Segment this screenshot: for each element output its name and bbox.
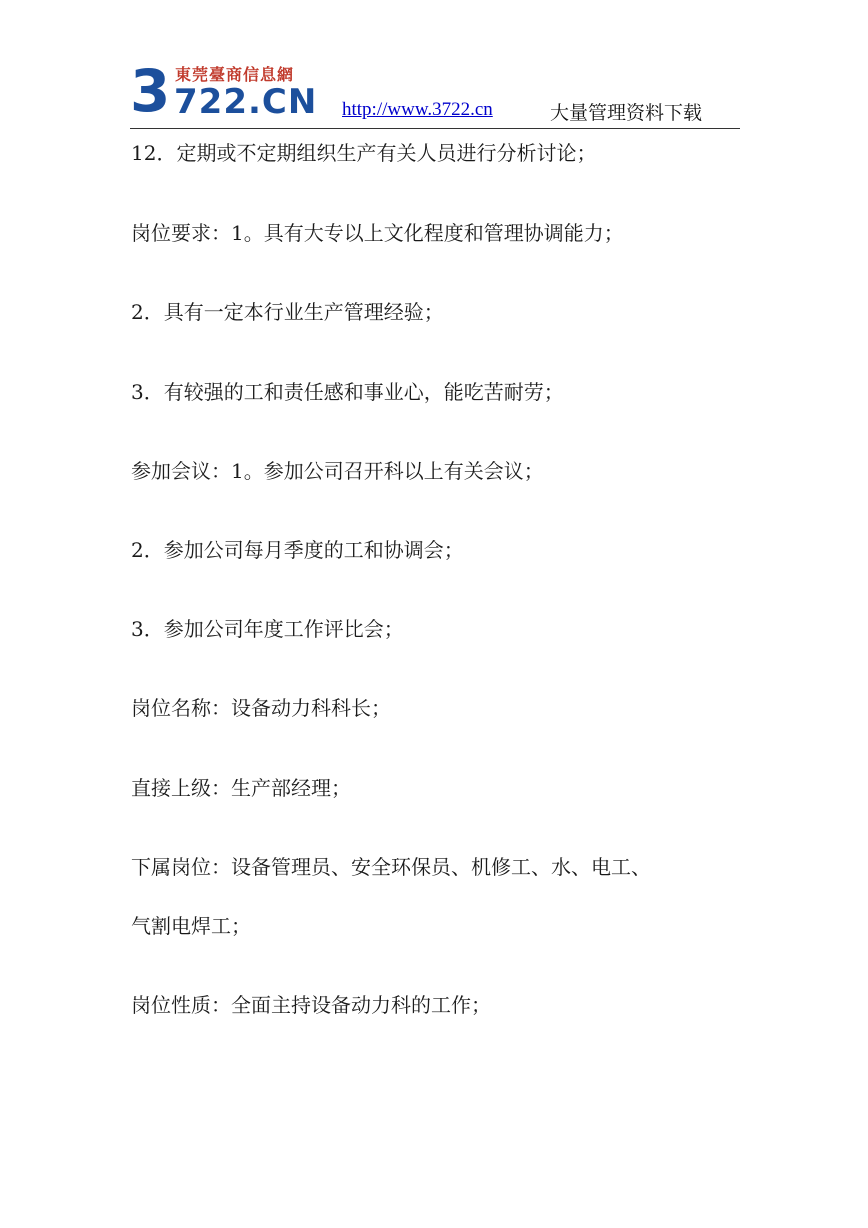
paragraph-line: 12．定期或不定期组织生产有关人员进行分析讨论； bbox=[131, 141, 597, 165]
paragraph-line: 3．有较强的工和责任感和事业心，能吃苦耐劳； bbox=[131, 380, 564, 404]
logo-domain: 722.CN bbox=[174, 82, 318, 122]
site-url-link[interactable]: http://www.3722.cn bbox=[342, 99, 493, 120]
paragraph-line: 2．参加公司每月季度的工和协调会； bbox=[131, 538, 464, 562]
paragraph-line: 岗位要求：1。具有大专以上文化程度和管理协调能力； bbox=[131, 221, 624, 245]
paragraph-line: 下属岗位：设备管理员、安全环保员、机修工、水、电工、 bbox=[131, 855, 651, 879]
paragraph-line: 气割电焊工； bbox=[131, 914, 251, 938]
paragraph-line: 参加会议：1。参加公司召开科以上有关会议； bbox=[131, 459, 544, 483]
paragraph-line: 岗位性质：全面主持设备动力科的工作； bbox=[131, 993, 491, 1017]
logo-chinese-name: 東莞臺商信息網 bbox=[175, 65, 295, 84]
paragraph-line: 2．具有一定本行业生产管理经验； bbox=[131, 300, 444, 324]
paragraph-line: 3．参加公司年度工作评比会； bbox=[131, 617, 404, 641]
paragraph-line: 直接上级：生产部经理； bbox=[131, 776, 351, 800]
site-logo bbox=[130, 57, 318, 125]
logo-number: 3 bbox=[130, 57, 171, 125]
paragraph-line: 岗位名称：设备动力科科长； bbox=[131, 696, 391, 720]
page-header bbox=[130, 58, 740, 129]
header-slogan: 大量管理资料下载 bbox=[550, 102, 703, 124]
